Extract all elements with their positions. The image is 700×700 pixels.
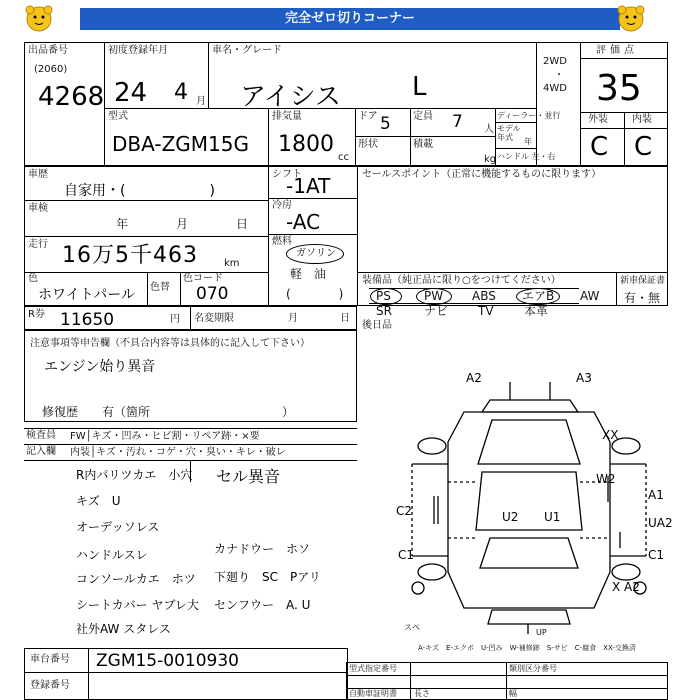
color-code-label: 色コード — [183, 273, 223, 284]
fuel-label: 燃料 — [272, 236, 292, 247]
meigi-day-unit: 日 — [340, 313, 350, 324]
lot-sub: (2060) — [34, 64, 68, 75]
displacement-unit: cc — [338, 152, 349, 163]
reg-month-unit: 月 — [196, 96, 206, 107]
model-year-unit: 年 — [524, 137, 532, 146]
mark-a3: A3 — [576, 371, 592, 385]
color-value: ホワイトパール — [38, 287, 136, 303]
fuel-gas: ガソリン — [296, 248, 336, 259]
drive-dot: ・ — [554, 70, 564, 81]
inspection-month-unit: 月 — [176, 217, 189, 231]
regnum-label: 登録番号 — [30, 680, 70, 691]
color-code: 070 — [196, 284, 229, 304]
chassis-number: ZGM15-0010930 — [96, 651, 239, 671]
equip-pw: PW — [424, 289, 444, 303]
sales-label: セールスポイント（正常に機能するものに限ります） — [362, 169, 602, 180]
mark-w2: W2 — [596, 472, 616, 486]
cert-label: 自動車証明書 — [349, 689, 397, 698]
remark-1: R内パリツカエ 小穴 — [76, 468, 193, 482]
car-diagram — [394, 372, 670, 640]
doors-value: 5 — [380, 114, 391, 134]
mark-a1: A1 — [648, 488, 664, 502]
mark-c1-right: C1 — [648, 548, 665, 562]
color-change-label: 色替 — [150, 282, 170, 293]
mark-up: UP — [536, 628, 547, 637]
reg-month: 4 — [174, 80, 188, 105]
inspection-year-unit: 年 — [116, 217, 129, 231]
score-int: C — [634, 132, 653, 162]
notes-text: エンジン始り異音 — [44, 359, 156, 375]
cert-length: 長さ — [414, 689, 430, 698]
mark-u1: U1 — [544, 510, 561, 524]
mileage-value: 16万5千463 — [62, 243, 198, 268]
remark-right-1: セル異音 — [216, 467, 281, 486]
warranty-label: 新車保証書 — [620, 276, 666, 286]
meigi-label: 名変期限 — [194, 313, 234, 324]
banner-title: 完全ゼロ切りコーナー — [80, 8, 620, 30]
recycle-label: R券 — [28, 309, 45, 320]
equip-ps: PS — [376, 289, 391, 303]
capacity-value: 7 — [452, 112, 463, 132]
mark-spare: スペ — [404, 623, 420, 632]
equip-abs: ABS — [472, 289, 496, 303]
notes-label: 注意事項等申告欄（不具合内容等は具体的に記入して下さい） — [30, 338, 310, 349]
category-value: 自家用・( ) — [64, 183, 215, 199]
inspector-label-2: 記入欄 — [26, 446, 56, 457]
capacity-unit: 人 — [484, 124, 494, 135]
capacity-label: 定員 — [413, 111, 433, 122]
inspector-label-1: 検査員 — [26, 430, 56, 441]
displacement-label: 排気量 — [272, 111, 302, 122]
reg-label: 初度登録年月 — [108, 45, 168, 56]
katashiki-label: 型式 — [108, 111, 128, 122]
color-label: 色 — [28, 273, 38, 284]
name-label: 車名・グレード — [212, 45, 282, 56]
grade: L — [412, 72, 427, 102]
chassis-label: 車台番号 — [30, 654, 70, 665]
equip-tv: TV — [478, 304, 494, 318]
repair-history: 修復歴 有（箇所 ） — [42, 405, 295, 419]
mileage-label: 走行 — [28, 239, 48, 250]
recycle-value: 11650 — [60, 310, 115, 330]
remark-right-3: 下廻り SC Pアリ — [214, 570, 321, 584]
mark-u2: U2 — [502, 510, 519, 524]
warranty-value: 有・無 — [624, 291, 661, 305]
equip-leather: 本革 — [524, 304, 549, 318]
mark-c2: C2 — [396, 504, 413, 518]
equipment-label: 装備品（純正品に限り○をつけてください） — [362, 275, 561, 286]
rear-seat-label: 後日品 — [362, 320, 392, 331]
remark-5: コンソールカエ ホツ — [76, 572, 196, 586]
remark-3: オーデッソレス — [76, 520, 160, 534]
mark-xx: XX — [602, 428, 619, 442]
mark-x-a2: X A2 — [612, 580, 640, 594]
equip-aw: AW — [580, 289, 600, 303]
shift-value: -1AT — [286, 174, 331, 198]
equip-airbag: エアB — [522, 289, 555, 303]
inspection-day-unit: 日 — [236, 217, 249, 231]
aircon-value: -AC — [286, 210, 321, 234]
score-int-label: 内装 — [632, 114, 652, 125]
lot-number: 4268 — [38, 82, 105, 112]
mileage-unit: km — [224, 258, 240, 269]
mascot-left — [22, 4, 56, 34]
doors-label: ドア — [358, 111, 378, 122]
category-label: 車歴 — [28, 169, 48, 180]
lot-label: 出品番号 — [28, 45, 68, 56]
model-name: アイシス — [240, 82, 341, 112]
score-ext: C — [590, 132, 609, 162]
recycle-unit: 円 — [170, 314, 180, 325]
equip-sr: SR — [376, 304, 392, 318]
mark-ua2: UA2 — [648, 516, 673, 530]
shape-label: 形状 — [358, 139, 378, 150]
score-value: 35 — [596, 68, 642, 109]
equip-navi: ナビ — [424, 304, 449, 318]
remark-right-4: センフウー A. U — [214, 598, 311, 612]
inspector-row-2: 内装│キズ・汚れ・コゲ・穴・臭い・キレ・破レ — [70, 447, 286, 458]
fuel-other: ( ) — [286, 287, 344, 301]
remark-6: シートカバー ヤブレ大 — [76, 598, 199, 612]
remark-4: ハンドルスレ — [76, 548, 148, 562]
remark-right-2: カナドウー ホソ — [214, 542, 311, 556]
fuel-diesel: 軽 油 — [290, 267, 327, 281]
drive-4wd: 4WD — [543, 83, 567, 94]
mascot-right — [614, 4, 648, 34]
model-year-label: モデル 年式 — [497, 124, 521, 142]
meigi-month-unit: 月 — [288, 313, 298, 324]
shift-label: シフト — [272, 169, 302, 180]
score-ext-label: 外装 — [588, 114, 608, 125]
dealer-label: ディーラー・並行 — [497, 111, 561, 120]
handle-label: ハンドル 左・右 — [497, 152, 556, 161]
displacement-value: 1800 — [278, 132, 334, 157]
drive-2wd: 2WD — [543, 56, 567, 67]
inspection-label: 車検 — [28, 203, 48, 214]
remark-7: 社外AW スタレス — [76, 622, 171, 636]
remark-2: キズ U — [76, 494, 121, 508]
mark-c1-left: C1 — [398, 548, 415, 562]
cert-width: 幅 — [509, 689, 517, 698]
score-label: 評価点 — [596, 45, 638, 56]
load-unit: kg — [484, 154, 497, 165]
inspector-row-1: FW│キズ・凹み・ヒビ割・リペア跡・×要 — [70, 431, 260, 442]
damage-legend: A-キズ E-エクボ U-凹み W-補修跡 S-サビ C-腐食 XX-交換済 — [418, 644, 636, 652]
class-label: 類別区分番号 — [509, 664, 557, 673]
aircon-label: 冷房 — [272, 200, 292, 211]
type-cert-label: 型式指定番号 — [349, 664, 397, 673]
reg-year: 24 — [114, 78, 148, 108]
mark-a2-top: A2 — [466, 371, 482, 385]
load-label: 積載 — [413, 139, 433, 150]
katashiki-value: DBA-ZGM15G — [112, 132, 249, 156]
